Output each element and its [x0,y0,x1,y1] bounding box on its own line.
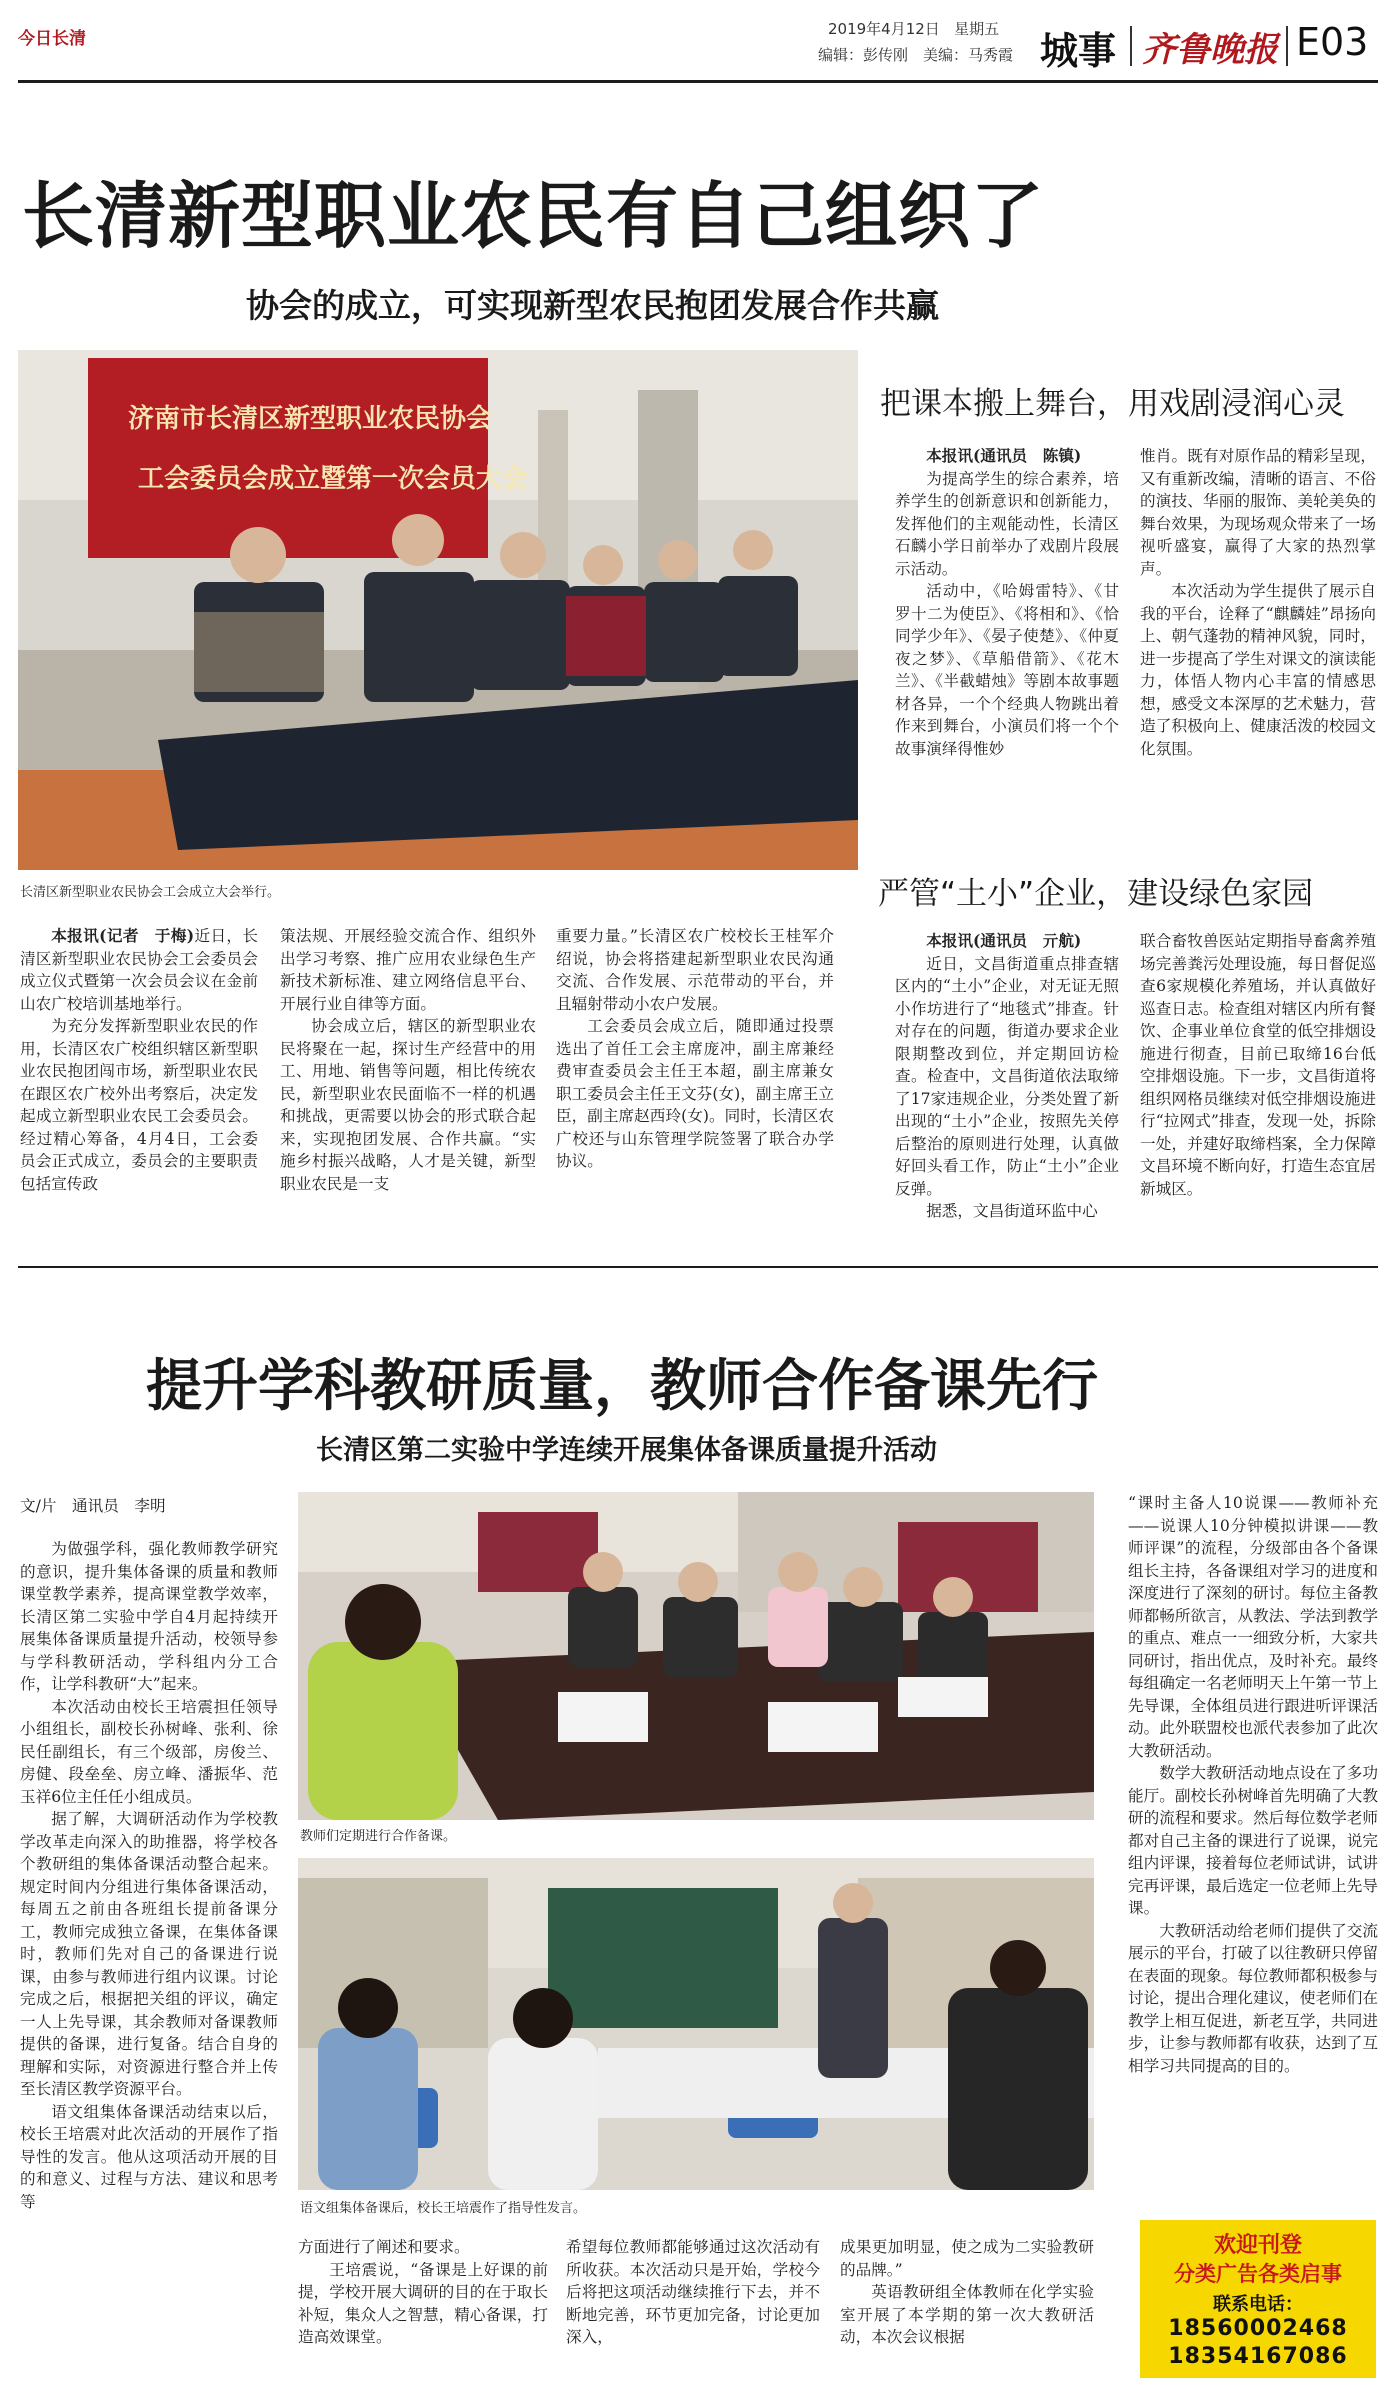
article4-col-right [1128,1492,1378,2077]
article2-col1-p1: 为提高学生的综合素养，培养学生的创新意识和创新能力，发挥他们的主观能动性，长清区石麟小学日前举办了戏剧片段展示活动。 [895,469,1119,578]
article3-col2-p1: 联合畜牧兽医站定期指导畜禽养殖场完善粪污处理设施，每日督促巡查6家规模化养殖场，并认真做好巡查日志。检查组对辖区内所有餐饮、企事业单位食堂的低空排烟设施进行彻查，目前已取缔16台低空排烟设施。下一步，文昌街道将组织网格员继续对低空排烟设施进行“拉网式”排查，发现一处，拆除一处，并建好取缔档案，全力保障文昌环境不断向好，打造生态宜居新城区。 [1140,932,1376,1198]
article4-photo1-caption: 教师们定期进行合作备课。 [300,1829,457,1844]
article4-photo2 [298,1858,1094,2190]
article4-col1 [20,1538,278,2213]
weekday: 星期五 [954,20,1000,38]
article4-right-p2: 数学大教研活动地点设在了多功能厅。副校长孙树峰首先明确了大教研的流程和要求。然后每位数学老师都对自己主备的课进行了说课，说完组内评课，接着每位老师试讲，试讲完再评课，最后选定一位老师上先导课。 [1128,1764,1378,1917]
article4-title: 提升学科教研质量，教师合作备课先行 [146,1354,1098,1419]
article1-photo-caption: 长清区新型职业农民协会工会成立大会举行。 [20,885,281,900]
paper-logo: 齐鲁晚报 [1142,30,1278,70]
article3-col2 [1140,930,1376,1200]
section-divider [18,1266,1378,1268]
article2-title: 把课本搬上舞台，用戏剧浸润心灵 [880,386,1345,422]
masthead [0,0,1395,78]
article1-photo [18,350,858,870]
article4-right-p3: 大教研活动给老师们提供了交流展示的平台，打破了以往教研只停留在表面的现象。每位教师都积极参与讨论，提出合理化建议，使老师们在教学上相互促进，新老互学，共同进步，让参与教师都有收获，达到了互相学习共同提高的目的。 [1128,1921,1378,2075]
article4-bottom-col2-p1: 方面进行了阐述和要求。 [298,2238,470,2256]
article4-photo1 [298,1492,1094,1820]
masthead-divider-2 [1286,26,1288,66]
ad-line2: 分类广告各类启事 [1174,2262,1342,2286]
article4-right-p1: “课时主备人10说课——教师补充——说课人10分钟模拟讲课——教师评课”的流程，分级部由各个备课组长主持，各备课组对学习的进度和深度进行了深刻的研讨。每位主备教师都畅所欲言，从教法、学法到教学的重点、难点一一细致分析，大家共同研讨，指出优点，及时补充。最终每组确定一名老师明天上午第一节上先导课，全体组员进行跟进听评课活动。此外联盟校也派代表参加了此次大教研活动。 [1128,1494,1378,1760]
article3-title: 严管“土小”企业，建设绿色家园 [878,876,1314,912]
article1-subtitle: 协会的成立，可实现新型农民抱团发展合作共赢 [246,286,939,325]
masthead-rule [18,80,1378,83]
ad-line1: 欢迎刊登 [1213,2233,1302,2258]
classified-ad [1140,2220,1376,2378]
article1-col2-p2: 协会成立后，辖区的新型职业农民将聚在一起，探讨生产经营中的用工、用地、销售等问题，相比传统农民，新型职业农民面临不一样的机遇和挑战，更需要以协会的形式联合起来，实现抱团发展、合作共赢。“实施乡村振兴战略，人才是关键，新型职业农民是一支 [280,1017,536,1193]
section-title: 城事 [1040,29,1117,73]
article1-col1 [20,925,258,1195]
masthead-divider [1130,26,1132,66]
article4-photo2-caption: 语文组集体备课后，校长王培震作了指导性发言。 [300,2201,587,2216]
article4-bottom-col2 [298,2236,548,2349]
ad-phone1: 18560002468 [1168,2316,1348,2341]
article4-col1-p3: 据了解，大调研活动作为学校教学改革走向深入的助推器，将学校各个教研组的集体备课活动整合起来。规定时间内分组进行集体备课活动，每周五之前由各班组长提前备课分工，教师完成独立备课，在集体备课时，教师们先对自己的备课进行说课，由参与教师进行组内议课。讨论完成之后，根据把关组的评议，确定一人上先导课，其余教师对备课教师提供的备课，进行复备。结合自身的理解和实际，对资源进行整合并上传至长清区教学资源平台。 [20,1810,278,2098]
article3-byline: 本报讯(通讯员 亓航) [926,931,1082,950]
date: 2019年4月12日 [828,20,940,38]
section-left-label: 今日长清 [18,29,86,49]
article2-col2 [1140,445,1376,760]
article4-bottom-col3-p1: 希望每位教师都能够通过这次活动有所收获。本次活动只是开始，学校今后将把这项活动继续推行下去，并不断地完善，环节更加完备，讨论更加深入， [566,2238,820,2346]
article1-col3 [556,925,834,1173]
article3-col1-p1: 近日，文昌街道重点排查辖区内的“土小”企业，对无证无照小作坊进行了“地毯式”排查。针对存在的问题，街道办要求企业限期整改到位，并定期回访检查。检查中，文昌街道依法取缔了17家违规企业，分类处置了新出现的“土小”企业，按照先关停后整治的原则进行处理，认真做好回头看工作，防止“土小”企业反弹。 [895,954,1119,1198]
article3-col1-p2: 据悉，文昌街道环监中心 [926,1202,1098,1220]
article4-bottom-col3 [566,2236,820,2349]
article2-col1 [895,445,1119,760]
article4-bottom-col4-p1: 成果更加明显，使之成为二实验教研的品牌。” [840,2238,1094,2279]
article1-title: 长清新型职业农民有自己组织了 [22,174,1045,258]
article1-col1-p1: 近日，长清区新型职业农民协会工会委员会成立仪式暨第一次会员会议在金前山农广校培训基地举行。 [20,927,258,1013]
article1-col2 [280,925,536,1195]
article4-col1-p1: 为做强学科，强化教师教学研究的意识，提升集体备课的质量和教师课堂教学素养，提高课堂教学效率，长清区第二实验中学自4月起持续开展集体备课质量提升活动，校领导参与学科教研活动，学科组内分工合作，让学科教研“大”起来。 [20,1540,278,1693]
meeting-table-photo-illustration [298,1492,1094,1820]
editor-line: 编辑：彭传刚 美编：马秀霞 [818,46,1014,64]
article4-bottom-col4-p2: 英语教研组全体教师在化学实验室开展了本学期的第一次大教研活动，本次会议根据 [840,2283,1094,2346]
article1-col2-p1: 策法规、开展经验交流合作、组织外出学习考察、推广应用农业绿色生产新技术新标准、建立网络信息平台、开展行业自律等方面。 [280,927,536,1013]
article2-byline: 本报讯(通讯员 陈镇) [926,446,1082,465]
article4-col1-p4: 语文组集体备课活动结束以后，校长王培震对此次活动的开展作了指导性的发言。他从这项活动开展的目的和意义、过程与方法、建议和思考等 [20,2102,278,2211]
ad-contact-label: 联系电话： [1213,2294,1303,2315]
photo-banner-line1: 济南市长清区新型职业农民协会 [128,404,493,434]
article4-col1-p2: 本次活动由校长王培震担任领导小组组长，副校长孙树峰、张利、徐民任副组长，有三个级部，房俊兰、房健、段垒垒、房立峰、潘振华、范玉祥6位主任任小组成员。 [20,1697,278,1806]
article1-col3-p1: 重要力量。”长清区农广校校长王桂军介绍说，协会将搭建起新型职业农民沟通交流、合作发展、示范带动的平台，并且辐射带动小农户发展。 [556,927,834,1013]
article3-col1 [895,930,1119,1223]
photo-banner-line2: 工会委员会成立暨第一次会员大会 [138,464,529,494]
article4-subtitle: 长清区第二实验中学连续开展集体备课质量提升活动 [316,1435,937,1466]
date-line [828,18,999,39]
article2-col2-p1: 惟肖。既有对原作品的精彩呈现，又有重新改编，清晰的语言、不俗的演技、华丽的服饰、美轮美奂的舞台效果，为现场观众带来了一场视听盛宴，赢得了大家的热烈掌声。 [1140,447,1376,578]
article1-col1-p2: 为充分发挥新型职业农民的作用，长清区农广校组织辖区新型职业农民抱团闯市场，新型职业农民在跟区农广校外出考察后，决定发起成立新型职业农民工会委员会。经过精心筹备，4月4日，工会委员会正式成立，委员会的主要职责包括宣传政 [20,1017,258,1193]
article1-byline: 本报讯(记者 于梅) [51,926,195,945]
ad-phone2: 18354167086 [1168,2344,1348,2369]
article1-col3-p2: 工会委员会成立后，随即通过投票选出了首任工会主席庞冲，副主席兼经费审查委员会主任王本超，副主席兼女职工委员会主任王文芬(女)，副主席王立臣，副主席赵西玲(女)。同时，长清区农广校还与山东管理学院签署了联合办学协议。 [556,1017,834,1170]
classroom-photo-illustration [298,1858,1094,2190]
article2-col1-p2: 活动中，《哈姆雷特》、《甘罗十二为使臣》、《将相和》、《恰同学少年》、《晏子使楚》、《仲夏夜之梦》、《草船借箭》、《花木兰》、《半截蜡烛》等剧本故事题材各异，一个个经典人物跳出着作来到舞台，小演员们将一个个故事演绎得惟妙 [895,582,1119,758]
article4-byline: 文/片 通讯员 李明 [20,1497,166,1515]
article2-col2-p2: 本次活动为学生提供了展示自我的平台，诠释了“麒麟娃”昂扬向上、朝气蓬勃的精神风貌，同时，进一步提高了学生对课文的演读能力，体悟人物内心丰富的情感思想，感受文本深厚的艺术魅力，营造了积极向上、健康活泼的校园文化氛围。 [1140,582,1376,758]
page-number: E03 [1296,20,1369,64]
article4-bottom-col4 [840,2236,1094,2349]
article4-bottom-col2-p2: 王培震说，“备课是上好课的前提，学校开展大调研的目的在于取长补短，集众人之智慧，精心备课，打造高效课堂。 [298,2260,548,2346]
